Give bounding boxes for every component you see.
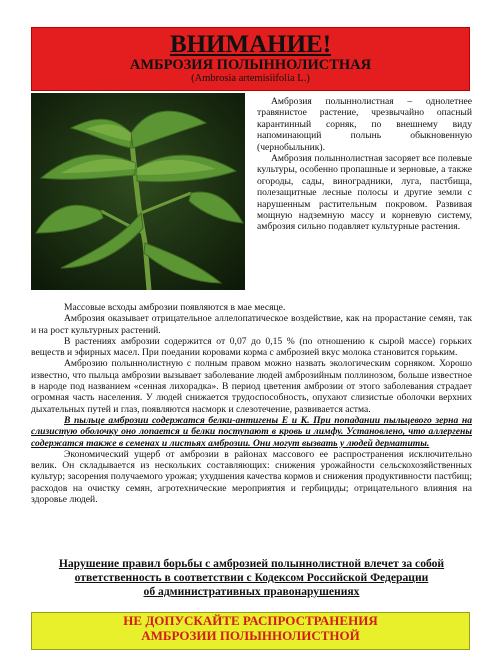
poster-subtitle: АМБРОЗИЯ ПОЛЫННОЛИСТНАЯ <box>129 57 372 73</box>
intro-paragraph: Амброзия полыннолистная засоряет все полевые культуры, особенно пропашные и зерновые, а также огороды, сады, виноградники, луга, пастбища, полезащитные лесные полосы и другие земли с нарушенным растительным покровом. Развивая мощную надземную массу и корневую систему, амброзия сильно подавляет культурные растения. <box>257 153 472 233</box>
paragraph-bitterness: В растениях амброзии содержится от 0,07 до 0,15 % (по отношению к сырой массе) горьких веществ и эфирных масел. При поедании коровами корма с амброзией вкус молока становится горьким. <box>31 335 472 359</box>
footer-line: НЕ ДОПУСКАЙТЕ РАСПРОСТРАНЕНИЯ <box>123 613 378 628</box>
paragraph-allergens: В пыльце амброзии содержатся белки-антигены Е и К. При попадании пыльцевого зерна на слизистую оболочку оно лопается и белки поступают в кровь и лимфу. Установлено, что аллергены содержатся также в семенах и листьях амброзии. Они могут вызвать у людей дерматиты. <box>31 414 472 449</box>
notice-line: ответственность в соответствии с Кодексом Российской Федерации <box>74 571 429 585</box>
notice-line: об административных правонарушениях <box>143 585 360 599</box>
intro-paragraph: Амброзия полыннолистная – однолетнее травянистое растение, чрезвычайно опасный карантинный сорняк, по внешнему виду напоминающий полынь обыкновенную (чернобыльник). <box>257 96 472 153</box>
paragraph-allelopathy: Амброзия оказывает отрицательное аллелопатическое воздействие, как на прорастание семян, так и на рост культурных растений. <box>31 313 472 336</box>
warning-header <box>31 27 470 91</box>
paragraph-seedlings: Массовые всходы амброзии появляются в мае месяце. <box>64 302 286 313</box>
ragweed-plant-image <box>31 93 245 290</box>
footer-banner <box>31 612 470 650</box>
footer-line: АМБРОЗИИ ПОЛЫННОЛИСТНОЙ <box>141 628 360 643</box>
poster-title: ВНИМАНИЕ! <box>169 31 332 58</box>
notice-line: Нарушение правил борьбы с амброзией полыннолистной влечет за собой <box>58 557 445 570</box>
paragraph-pollinosis: Амброзию полыннолистную с полным правом можно назвать экологическим сорняком. Хорошо известно, что пыльца амброзии вызывает заболевание людей амброзийным поллинозом, больше известное в народе под названием «сенная лихорадка». В период цветения амброзии от этого заболевания страдает огромная часть населения. У людей снижается трудоспособность, опухают слизистые оболочки верхних дыхательных путей и глаз, появляются насморк и слезотечение, развивается астма. <box>31 358 472 415</box>
paragraph-economic-damage: Экономический ущерб от амброзии в районах массового ее распространения исключительно велик. Он складывается из нескольких составляющих: снижения урожайности сельскохозяйственных культур; засорения получаемого урожая; ухудшения качества кормов и снижения продуктивности пастбищ; расходов на очистку семян, агротехнические мероприятия и гербициды; отрицательного влияния на здоровье людей. <box>31 448 472 506</box>
body-text <box>31 302 472 505</box>
intro-text <box>257 96 472 233</box>
latin-name: (Ambrosia artemisiifolia L.) <box>191 73 310 84</box>
legal-notice <box>31 557 472 600</box>
